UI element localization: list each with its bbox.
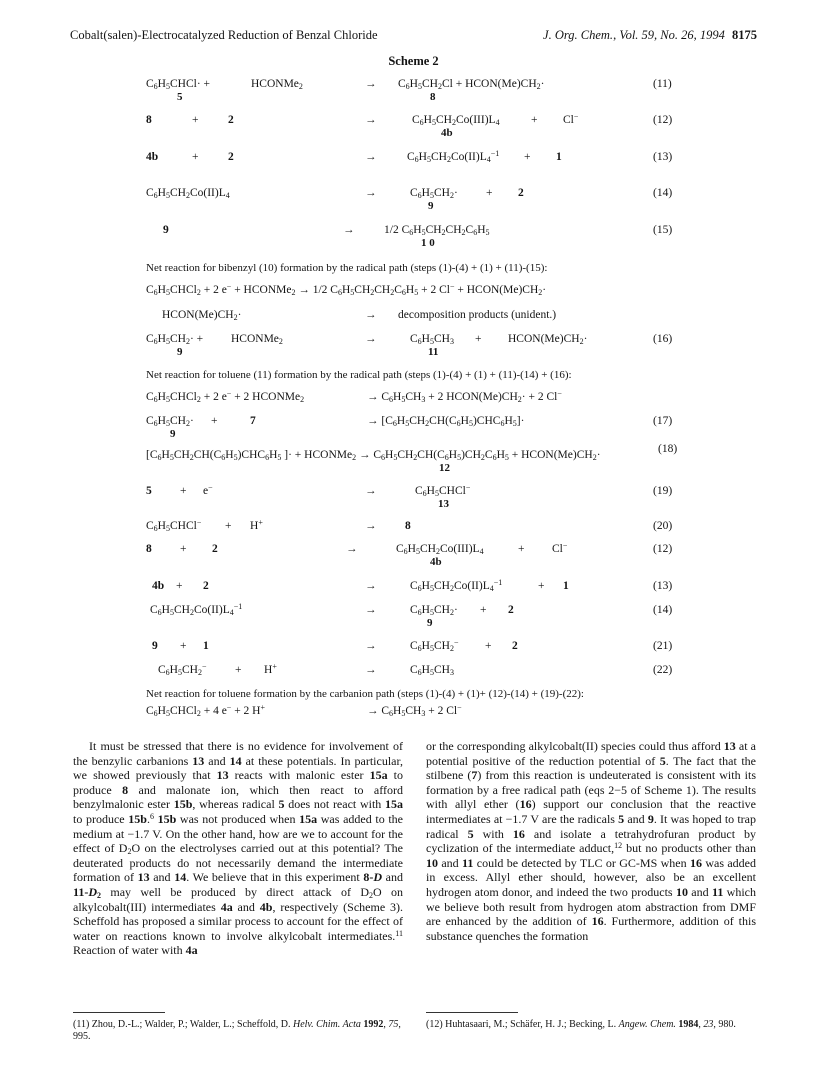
decomposition-text: decomposition products (unident.) — [398, 309, 557, 321]
equation-number: (17) — [653, 415, 673, 427]
equation-number: (18) — [658, 443, 678, 455]
body-text-left-column — [73, 739, 403, 958]
body-text-right-column — [426, 739, 756, 943]
equation-number: (15) — [653, 224, 673, 236]
footnote-11: (11) Zhou, D.-L.; Walder, P.; Walder, L.; Scheffold, D. Helv. Chim. Acta 1992, 75, 995. — [73, 1019, 401, 1042]
equation-number: (14) — [653, 187, 673, 199]
journal-name: J. Org. Chem. — [543, 28, 614, 42]
equation-number: (16) — [653, 333, 673, 345]
journal-citation: J. Org. Chem., Vol. 59, No. 26, 1994 8175 — [543, 28, 757, 42]
equation-number: (13) — [653, 151, 673, 163]
equation-number: (21) — [653, 640, 673, 652]
running-title: Cobalt(salen)-Electrocatalyzed Reduction of Benzal Chloride — [70, 28, 378, 42]
volume-issue: Vol. 59, No. 26, 1994 — [619, 28, 725, 42]
equation-number: (12) — [653, 114, 673, 126]
footnote-rule-right — [426, 1012, 518, 1013]
equation-number: (13) — [653, 580, 673, 592]
equation-number: (22) — [653, 664, 673, 676]
equation-number: (20) — [653, 520, 673, 532]
page-number: 8175 — [732, 28, 757, 42]
paragraph: It must be stressed that there is no evidence for involvement of the benzylic carbanions 13 and 14 at these potentials. In particular, we showed previously that 13 reacts with malonic ester 15a to produce 8 and malonate ion, which then react to afford benzylmalonic ester 15b, whereas radical 5 does not react with 15a to produce 15b.$^6$ 15b was not produced when 15a was added to the medium at −1.7 V. On the other hand, how are we to account for the effect of $D_2O$ on the electrolyses carried out at this potential? The deuterated products do not necessarily demand the intermediate formation of 13 and 14. We believe that in this experiment 8-D and $11-D_2$ may well be produced by direct attack of $D_2O$ on alkylcobalt(III) intermediates 4a and 4b, respectively (Scheme 3). Scheffold has proposed a similar process to account for the effect of water on reactions known to involve alkylcobalt intermediates.$^{11}$ Reaction of water with 4a — [73, 739, 404, 958]
footnote-rule-left — [73, 1012, 165, 1013]
equation-number: (12) — [653, 543, 673, 555]
net-reaction-bibenzyl-label: Net reaction for bibenzyl (10) formation by the radical path (steps (1)-(4) + (1) + (11)-(15): — [146, 262, 548, 274]
equation-number: (11) — [653, 78, 672, 90]
net-reaction-toluene-radical-label: Net reaction for toluene (11) formation by the radical path (steps (1)-(4) + (1) + (11)-(14) + (16): — [146, 369, 572, 381]
footnote-12: (12) Huhtasaari, M.; Schäfer, H. J.; Becking, L. Angew. Chem. 1984, 23, 980. — [426, 1019, 736, 1030]
net-reaction-bibenzyl: $C_6H_5CHCl_2 + 2$ e− + HCONMe$_2$ → 1/2 $C_6H_5CH_2CH_2C_6H_5 + 2$ $Cl^- + HCON(Me)CH_2\cdot$ — [146, 282, 547, 297]
equation-number: (14) — [653, 604, 673, 616]
paragraph: or the corresponding alkylcobalt(II) species could thus afford 13 at a potential positive of the reduction potential of 5. The fact that the stilbene (7) from this reaction is undeuterated is consistent with its formation by a free radical path (eqs 2−5 of Scheme 1). The results with allyl ether (16) support our conclusion that the reactive intermediates at −1.7 V are the radicals 5 and 9. It was hoped to trap radical 5 with 16 and isolate a tetrahydrofuran product by cyclization of the intermediate adduct,$^{12}$ but no products other than 10 and 11 could be detected by TLC or GC-MS when 16 was added in excess. Allyl ether should, however, also be an excellent hydrogen atom donor, and indeed the two products 10 and 11 which we believe both result from hydrogen atom abstraction from DMF are enhanced by the addition of 16. Furthermore, addition of this substance quenches the formation — [426, 739, 757, 943]
net-reaction-toluene-carbanion-label: Net reaction for toluene formation by the carbanion path (steps (1)-(4) + (1)+ (12)-(14) + (19)-(22): — [146, 688, 584, 700]
equation-number: (19) — [653, 485, 673, 497]
scheme-title: Scheme 2 — [388, 54, 439, 68]
